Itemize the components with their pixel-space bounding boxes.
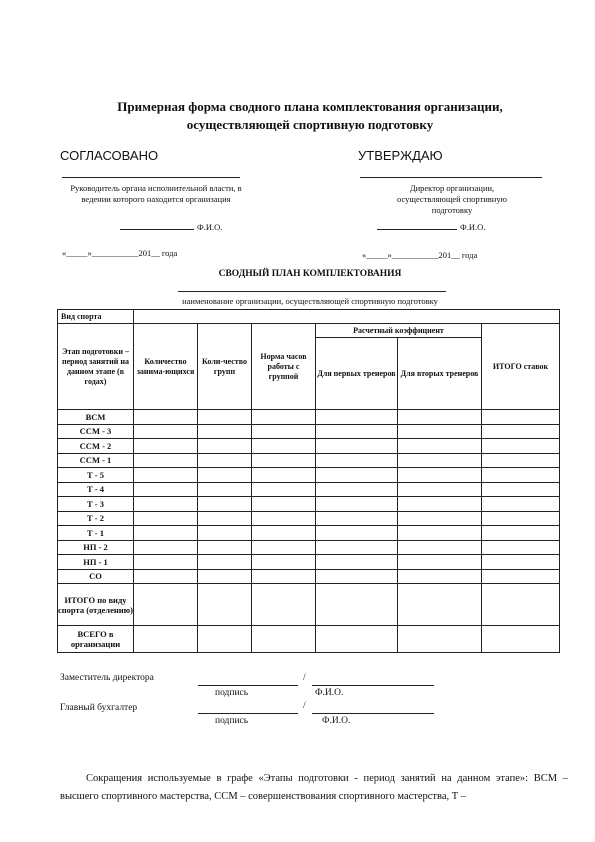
stage-label: ССМ - 1 [58, 453, 134, 468]
table-cell[interactable] [316, 410, 398, 425]
table-cell[interactable] [398, 626, 482, 653]
table-cell[interactable] [316, 424, 398, 439]
total-sport-label: ИТОГО по виду спорта (отделению) [58, 584, 134, 626]
table-cell[interactable] [198, 526, 252, 541]
table-cell[interactable] [198, 410, 252, 425]
table-cell[interactable] [198, 439, 252, 454]
table-cell[interactable] [482, 569, 560, 584]
deputy-sign-line[interactable] [198, 685, 298, 686]
stage-label: Т - 3 [58, 497, 134, 512]
table-cell[interactable] [134, 424, 198, 439]
col-coeff-header: Расчетный коэффициент [316, 324, 482, 338]
table-cell[interactable] [482, 439, 560, 454]
table-cell[interactable] [198, 511, 252, 526]
table-cell[interactable] [398, 555, 482, 570]
document-title [60, 98, 560, 134]
approve-date: «_____»___________201__ года [362, 250, 478, 260]
deputy-label: Заместитель директора [60, 673, 154, 683]
table-cell[interactable] [252, 410, 316, 425]
table-cell[interactable] [252, 540, 316, 555]
accountant-slash: / [303, 701, 306, 711]
table-cell[interactable] [316, 497, 398, 512]
stage-label: ВСМ [58, 410, 134, 425]
table-cell[interactable] [398, 424, 482, 439]
table-cell[interactable] [134, 584, 198, 626]
table-row [58, 410, 560, 425]
approve-fio: Ф.И.О. [460, 222, 486, 232]
table-row [58, 511, 560, 526]
table-cell[interactable] [252, 584, 316, 626]
table-cell[interactable] [198, 453, 252, 468]
agreed-fio: Ф.И.О. [197, 222, 223, 232]
table-cell[interactable] [198, 482, 252, 497]
table-cell[interactable] [316, 540, 398, 555]
col-second-coach-header: Для вторых тренеров [398, 338, 482, 410]
table-cell[interactable] [316, 555, 398, 570]
approve-fio-line [377, 229, 457, 230]
table-cell[interactable] [134, 468, 198, 483]
table-cell[interactable] [398, 453, 482, 468]
table-cell[interactable] [398, 482, 482, 497]
table-row [58, 468, 560, 483]
stage-label: Т - 5 [58, 468, 134, 483]
table-cell[interactable] [198, 555, 252, 570]
table-cell[interactable] [198, 424, 252, 439]
table-cell[interactable] [482, 555, 560, 570]
stage-label: ССМ - 3 [58, 424, 134, 439]
table-cell[interactable] [316, 526, 398, 541]
stage-label: Т - 4 [58, 482, 134, 497]
table-cell[interactable] [482, 526, 560, 541]
table-cell[interactable] [252, 482, 316, 497]
table-cell[interactable] [198, 540, 252, 555]
table-cell[interactable] [252, 626, 316, 653]
deputy-slash: / [303, 673, 306, 683]
table-cell[interactable] [252, 439, 316, 454]
org-name-line [178, 291, 446, 292]
table-cell[interactable] [482, 410, 560, 425]
deputy-fio-line[interactable] [312, 685, 434, 686]
table-cell[interactable] [398, 584, 482, 626]
sport-value-cell[interactable] [134, 310, 560, 324]
header-row-1 [58, 324, 560, 338]
table-cell[interactable] [316, 482, 398, 497]
total-org-label: ВСЕГО в организации [58, 626, 134, 653]
stage-rows [58, 410, 560, 584]
table-cell[interactable] [252, 424, 316, 439]
table-cell[interactable] [482, 453, 560, 468]
accountant-fio-caption: Ф.И.О. [322, 716, 351, 726]
col-first-coach-header: Для первых тренеров [316, 338, 398, 410]
table-cell[interactable] [316, 468, 398, 483]
table-cell[interactable] [134, 569, 198, 584]
table-cell[interactable] [316, 439, 398, 454]
table-cell[interactable] [198, 584, 252, 626]
table-row [58, 424, 560, 439]
table-cell[interactable] [134, 410, 198, 425]
approve-heading: УТВЕРЖДАЮ [358, 148, 443, 163]
table-cell[interactable] [134, 453, 198, 468]
accountant-fio-line[interactable] [312, 713, 434, 714]
table-cell[interactable] [252, 569, 316, 584]
plan-table [57, 309, 560, 653]
col-groups-header: Коли-чество групп [198, 324, 252, 410]
table-cell[interactable] [316, 569, 398, 584]
table-cell[interactable] [482, 482, 560, 497]
stage-label: Т - 1 [58, 526, 134, 541]
sport-row [58, 310, 560, 324]
table-cell[interactable] [134, 497, 198, 512]
table-cell[interactable] [134, 555, 198, 570]
stage-label: Т - 2 [58, 511, 134, 526]
table-cell[interactable] [198, 468, 252, 483]
table-cell[interactable] [316, 584, 398, 626]
agreed-date: «_____»___________201__ года [62, 248, 178, 258]
table-cell[interactable] [398, 497, 482, 512]
table-cell[interactable] [398, 569, 482, 584]
table-cell[interactable] [134, 482, 198, 497]
table-row [58, 453, 560, 468]
table-cell[interactable] [398, 439, 482, 454]
stage-label: НП - 1 [58, 555, 134, 570]
table-row [58, 555, 560, 570]
table-cell[interactable] [252, 497, 316, 512]
agreed-fio-line [120, 229, 194, 230]
table-cell[interactable] [134, 540, 198, 555]
title-line-1: Примерная форма сводного плана комплектования организации, [117, 99, 503, 114]
table-row [58, 439, 560, 454]
table-row [58, 569, 560, 584]
stage-label: НП - 2 [58, 540, 134, 555]
stage-label: ССМ - 2 [58, 439, 134, 454]
accountant-sign-line[interactable] [198, 713, 298, 714]
table-cell[interactable] [398, 410, 482, 425]
table-cell[interactable] [482, 497, 560, 512]
approve-caption: Директор организации, осуществляющей спортивную подготовку [397, 183, 507, 215]
agreed-caption: Руководитель органа исполнительной власти, в ведении которого находится организация [70, 183, 242, 204]
org-name-caption: наименование организации, осуществляющей спортивную подготовку [182, 296, 438, 306]
table-cell[interactable] [482, 468, 560, 483]
sport-label: Вид спорта [58, 310, 134, 324]
abbreviations-footnote: Сокращения используемые в графе «Этапы подготовки - период занятий на данном этапе»: ВСМ – высшего спортивного мастерства, ССМ – совершенствования спортивного мастерства, Т – [60, 773, 568, 802]
table-cell[interactable] [482, 540, 560, 555]
table-cell[interactable] [198, 569, 252, 584]
col-hours-header: Норма часов работы с группой [252, 324, 316, 410]
title-line-2: осуществляющей спортивную подготовку [186, 117, 434, 132]
deputy-fio-caption: Ф.И.О. [315, 688, 344, 698]
table-cell[interactable] [134, 511, 198, 526]
plan-title: СВОДНЫЙ ПЛАН КОМПЛЕКТОВАНИЯ [218, 269, 402, 279]
table-row [58, 482, 560, 497]
table-cell[interactable] [398, 468, 482, 483]
table-cell[interactable] [316, 511, 398, 526]
table-cell[interactable] [316, 626, 398, 653]
table-cell[interactable] [316, 453, 398, 468]
table-cell[interactable] [134, 439, 198, 454]
agreed-signature-line [62, 177, 240, 178]
accountant-label: Главный бухгалтер [60, 703, 138, 713]
table-cell[interactable] [398, 511, 482, 526]
table-cell[interactable] [482, 626, 560, 653]
table-row-total-org [58, 626, 560, 653]
table-cell[interactable] [398, 540, 482, 555]
approve-signature-line [360, 177, 542, 178]
col-total-header: ИТОГО ставок [482, 324, 560, 410]
table-cell[interactable] [134, 626, 198, 653]
table-row [58, 526, 560, 541]
table-row-total-sport [58, 584, 560, 626]
table-cell[interactable] [252, 468, 316, 483]
table-cell[interactable] [252, 555, 316, 570]
table-cell[interactable] [482, 424, 560, 439]
deputy-sign-caption: подпись [215, 688, 249, 698]
col-students-header: Количество занима-ющихся [134, 324, 198, 410]
table-cell[interactable] [134, 526, 198, 541]
col-stage-header: Этап подготовки – период занятий на данном этапе (в годах) [58, 324, 134, 410]
stage-label: СО [58, 569, 134, 584]
table-row [58, 497, 560, 512]
agreed-heading: СОГЛАСОВАНО [60, 148, 159, 163]
table-cell[interactable] [398, 526, 482, 541]
table-cell[interactable] [198, 626, 252, 653]
table-cell[interactable] [252, 453, 316, 468]
table-cell[interactable] [252, 511, 316, 526]
table-cell[interactable] [252, 526, 316, 541]
table-cell[interactable] [198, 497, 252, 512]
table-cell[interactable] [482, 584, 560, 626]
table-row [58, 540, 560, 555]
table-cell[interactable] [482, 511, 560, 526]
accountant-sign-caption: подпись [215, 716, 249, 726]
